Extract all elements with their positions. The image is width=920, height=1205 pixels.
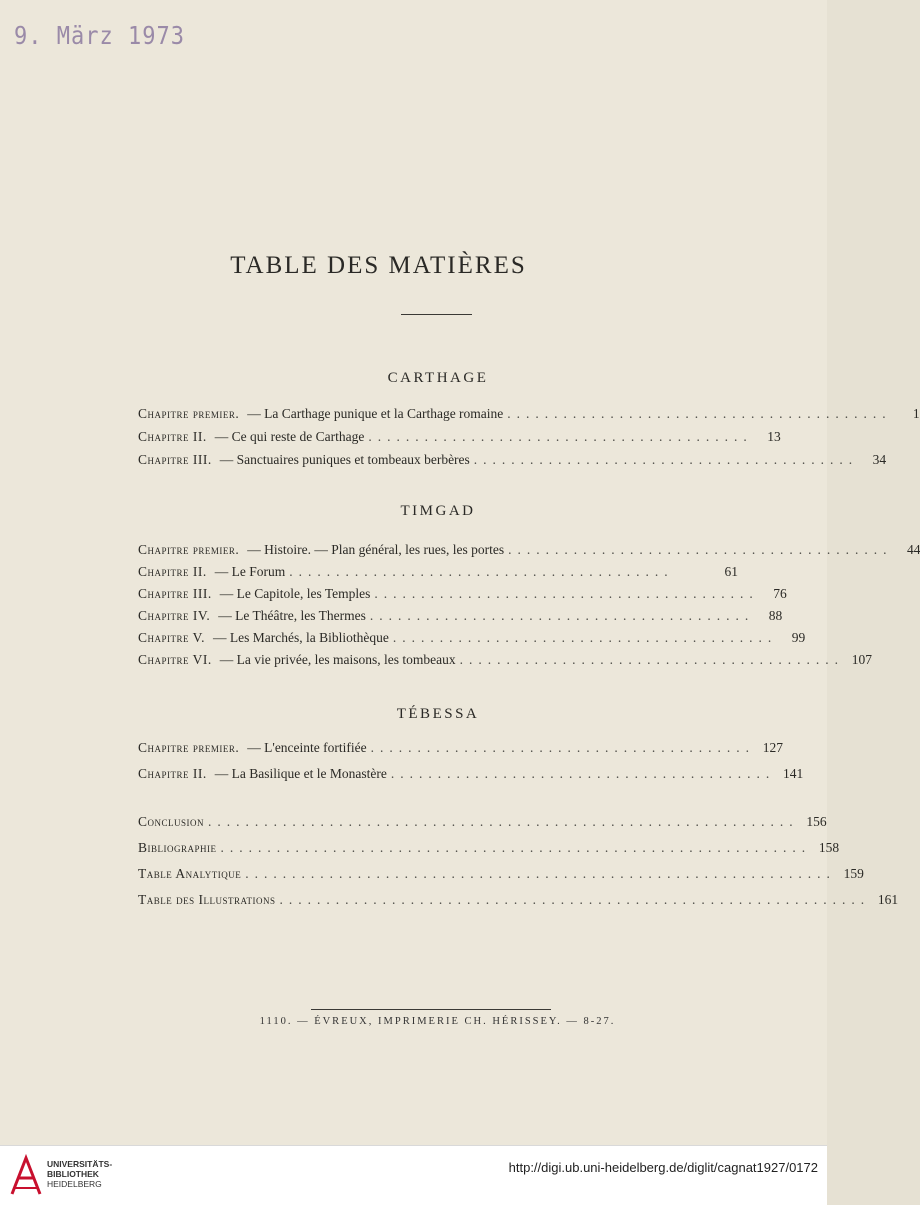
leader-dots: ......................................... xyxy=(369,608,755,623)
toc-entry[interactable] xyxy=(138,586,787,604)
entry-page: 141 xyxy=(782,766,804,781)
imprint-rule xyxy=(311,1009,551,1010)
toc-entry[interactable] xyxy=(138,740,784,758)
section-heading-carthage: CARTHAGE xyxy=(387,370,489,386)
title-rule xyxy=(401,314,472,315)
toc-entry[interactable] xyxy=(138,429,781,447)
entry-title: — Histoire. — Plan général, les rues, les portes xyxy=(247,542,505,557)
leader-dots: ......................................... xyxy=(370,740,756,755)
toc-entry-table-analytique[interactable] xyxy=(138,866,864,884)
toc-entry[interactable] xyxy=(138,564,738,582)
toc-entry[interactable] xyxy=(138,542,920,560)
printer-imprint: 1110. — ÉVREUX, IMPRIMERIE CH. HÉRISSEY. — 8-27. xyxy=(259,1016,616,1027)
entry-page: 34 xyxy=(872,452,887,467)
entry-chapter: Chapitre II. xyxy=(138,564,207,579)
entry-page: 127 xyxy=(762,740,784,755)
leader-dots: ............................................................... xyxy=(208,814,799,829)
entry-page: 159 xyxy=(843,866,864,881)
section-heading-tebessa: TÉBESSA xyxy=(396,706,480,722)
entry-chapter: Chapitre IV. xyxy=(138,608,211,623)
entry-title: — Les Marchés, la Bibliothèque xyxy=(213,630,389,645)
entry-chapter: Table des Illustrations xyxy=(138,892,276,907)
leader-dots: ......................................... xyxy=(459,652,844,667)
leader-dots: ......................................... xyxy=(392,630,778,645)
entry-page: 13 xyxy=(767,429,781,444)
entry-chapter: Bibliographie xyxy=(138,840,217,855)
toc-entry-table-illustrations[interactable] xyxy=(138,892,899,910)
entry-chapter: Chapitre III. xyxy=(138,586,212,601)
section-heading-timgad: TIMGAD xyxy=(400,503,476,519)
date-stamp: 9. März 1973 xyxy=(14,22,185,51)
entry-page: 61 xyxy=(724,564,738,579)
entry-title: — La vie privée, les maisons, les tombeaux xyxy=(219,652,456,667)
entry-chapter: Chapitre premier. xyxy=(138,740,240,755)
toc-entry[interactable] xyxy=(138,630,806,648)
entry-chapter: Chapitre premier. xyxy=(138,542,240,557)
university-logo-icon xyxy=(8,1154,44,1196)
entry-title: — Le Forum xyxy=(214,564,286,579)
entry-page: 44 xyxy=(906,542,920,557)
toc-entry-bibliographie[interactable] xyxy=(138,840,840,858)
leader-dots: ......................................... xyxy=(507,406,892,421)
entry-chapter: Chapitre premier. xyxy=(138,406,240,421)
entry-chapter: Chapitre V. xyxy=(138,630,206,645)
entry-page: 158 xyxy=(818,840,840,855)
leader-dots: ......................................... xyxy=(368,429,753,444)
leader-dots: ......................................... xyxy=(374,586,759,601)
entry-page: 1 xyxy=(912,406,920,421)
toc-entry[interactable] xyxy=(138,406,920,424)
entry-chapter: Chapitre VI. xyxy=(138,652,212,667)
entry-page: 88 xyxy=(768,608,783,623)
entry-chapter: Chapitre III. xyxy=(138,452,212,467)
entry-page: 161 xyxy=(877,892,899,907)
entry-chapter: Table Analytique xyxy=(138,866,242,881)
entry-page: 156 xyxy=(806,814,827,829)
leader-dots: ......................................... xyxy=(473,452,859,467)
entry-title: — Le Capitole, les Temples xyxy=(219,586,371,601)
library-name-line: BIBLIOTHEK xyxy=(47,1169,99,1179)
leader-dots: ............................................................... xyxy=(245,866,836,881)
library-name-line: HEIDELBERG xyxy=(47,1179,102,1189)
viewer-footer xyxy=(0,1145,827,1205)
entry-page: 76 xyxy=(773,586,787,601)
leader-dots: ............................................................... xyxy=(220,840,812,855)
leader-dots: ......................................... xyxy=(508,542,893,557)
entry-title: — La Carthage punique et la Carthage romaine xyxy=(247,406,504,421)
entry-title: — La Basilique et le Monastère xyxy=(214,766,387,781)
entry-page: 99 xyxy=(791,630,806,645)
permalink-url[interactable]: http://digi.ub.uni-heidelberg.de/diglit/cagnat1927/0172 xyxy=(508,1160,818,1175)
entry-chapter: Conclusion xyxy=(138,814,205,829)
leader-dots: ......................................... xyxy=(289,564,674,579)
toc-entry[interactable] xyxy=(138,608,783,626)
library-name xyxy=(47,1159,112,1189)
entry-page: 107 xyxy=(851,652,872,667)
entry-chapter: Chapitre II. xyxy=(138,429,207,444)
entry-title: — Le Théâtre, les Thermes xyxy=(218,608,366,623)
entry-title: — Ce qui reste de Carthage xyxy=(214,429,365,444)
toc-entry-conclusion[interactable] xyxy=(138,814,827,832)
entry-title: — L'enceinte fortifiée xyxy=(247,740,367,755)
toc-entry[interactable] xyxy=(138,452,887,470)
toc-entry[interactable] xyxy=(138,766,804,784)
leader-dots: ......................................... xyxy=(390,766,776,781)
entry-chapter: Chapitre II. xyxy=(138,766,207,781)
leader-dots: ............................................................... xyxy=(279,892,871,907)
page-title: TABLE DES MATIÈRES xyxy=(230,252,527,279)
library-name-line: UNIVERSITÄTS- xyxy=(47,1159,113,1169)
toc-entry[interactable] xyxy=(138,652,872,670)
entry-title: — Sanctuaires puniques et tombeaux berbères xyxy=(219,452,470,467)
